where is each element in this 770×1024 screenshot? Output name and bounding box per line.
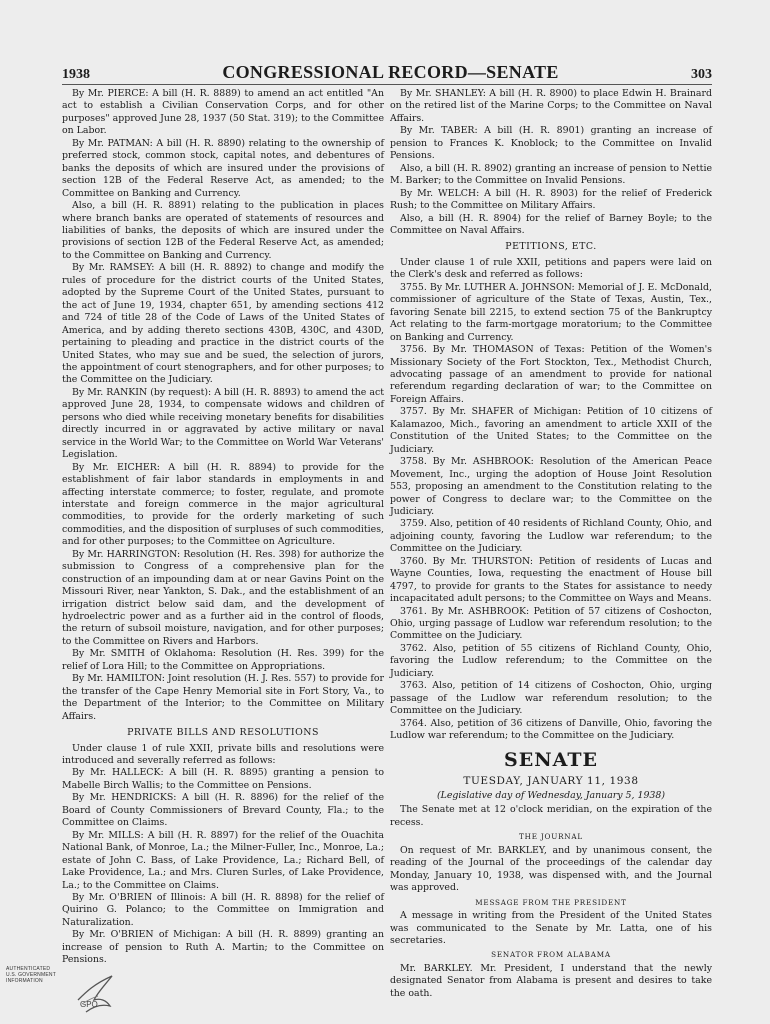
bill-entry: By Mr. RAMSEY: A bill (H. R. 8892) to change and modify the rules of procedure for the district courts of the United States, adopted by the Supreme Court of the United States, pursuant to the act of June 19, 1934, chapter 651, by amending sections 412 and 724 of title 28 of the Code of Laws of the United States of America, and by adding thereto sections 430B, 430C, and 430D, pertaining to pleading and practice in the district courts of the United States, who may sue and be sued, the selection of jurors, the appointment of court stenographers, and for other purposes; to the Committee on the Judiciary. — [62, 262, 384, 386]
bill-entry: Also, a bill (H. R. 8902) granting an increase of pension to Nettie M. Barker; to the Committee on Invalid Pensions. — [390, 162, 712, 187]
page-header — [62, 62, 712, 82]
session-date: TUESDAY, JANUARY 11, 1938 — [463, 774, 639, 787]
bill-entry: By Mr. RANKIN (by request): A bill (H. R. 8893) to amend the act approved June 28, 1934, to compensate widows and children of persons who died while receiving monetary benefits for disabilities directly incurred in or aggravated by active military or naval service in the World War; to the Committee on World War Veterans' Legislation. — [62, 386, 384, 461]
header-page-number: 303 — [691, 67, 712, 82]
senate-heading: SENATE — [504, 748, 598, 771]
gpo-mark: GPO — [80, 1000, 98, 1009]
bill-entry: By Mr. HARRINGTON: Resolution (H. Res. 398) for authorize the submission to Congress of a comprehensive plan for the construction of an impounding dam at or near Gavins Point on the Missouri River, near Yankton, S. Dak., and the establishment of an irrigation district below said dam, and the development of hydroelectric power and as a further aid in the control of floods, the return of subsoil moisture, navigation, and for other purposes; to the Committee on Rivers and Harbors. — [62, 548, 384, 647]
intro-paragraph: Under clause 1 of rule XXII, private bills and resolutions were introduced and severally referred as follows: — [62, 742, 384, 767]
bill-entry: By Mr. HAMILTON: Joint resolution (H. J. Res. 557) to provide for the transfer of the Cape Henry Memorial site in Fort Story, Va., to the Department of the Interior; to the Committee on Military Affairs. — [62, 673, 384, 722]
petition-entry: 3763. Also, petition of 14 citizens of Coshocton, Ohio, urging passage of the Ludlow war referendum resolution; to the Committee on the Judiciary. — [390, 680, 712, 717]
session-paragraph: On request of Mr. BARKLEY, and by unanimous consent, the reading of the Journal of the proceedings of the calendar day Monday, January 10, 1938, was dispensed with, and the Journal was approved. — [390, 844, 712, 894]
petition-entry: 3764. Also, petition of 36 citizens of Danville, Ohio, favoring the Ludlow war referendum; to the Committee on the Judiciary. — [390, 717, 712, 742]
legislative-day: (Legislative day of Wednesday, January 5, 1938) — [436, 790, 665, 802]
bill-entry: By Mr. EICHER: A bill (H. R. 8894) to provide for the establishment of fair labor standards in employments in and affecting interstate commerce; to foster, regulate, and promote interstate and foreign commerce in the major agricultural commodities, to provide for the orderly marketing of such commodities, and the disposition of surpluses of such commodities, and for other purposes; to the Committee on Agriculture. — [62, 461, 384, 548]
petition-entry: 3755. By Mr. LUTHER A. JOHNSON: Memorial of J. E. McDonald, commissioner of agriculture of the State of Texas, Austin, Tex., favoring Senate bill 2215, to extend section 75 of the Bankruptcy Act relating to the farm-mortgage moratorium; to the Committee on Banking and Currency. — [390, 281, 712, 343]
petition-entry: 3758. By Mr. ASHBROOK: Resolution of the American Peace Movement, Inc., urging the adoption of House Joint Resolution 553, proposing an amendment to the Constitution relating to the power of Congress to declare war; to the Committee on the Judiciary. — [390, 456, 712, 517]
petition-entry: 3760. By Mr. THURSTON: Petition of residents of Lucas and Wayne Counties, Iowa, requesting the enactment of House bill 4797, to provide for grants to the States for assistance to needy incapacitated adult persons; to the Committee on Ways and Means. — [390, 555, 712, 605]
right-column — [390, 88, 712, 1000]
seal-line: U.S. GOVERNMENT — [6, 972, 56, 978]
private-bills-heading: PRIVATE BILLS AND RESOLUTIONS — [127, 727, 319, 739]
petition-entry: 3759. Also, petition of 40 residents of Richland County, Ohio, and adjoining county, favoring the Ludlow war referendum; to the Committee on the Judiciary. — [390, 518, 712, 555]
header-rule — [62, 84, 712, 85]
session-paragraph: The Senate met at 12 o'clock meridian, on the expiration of the recess. — [390, 804, 712, 828]
bill-entry: By Mr. HENDRICKS: A bill (H. R. 8896) for the relief of the Board of County Commissioners of Brevard County, Fla.; to the Committee on Claims. — [62, 792, 384, 829]
gpo-authentication-seal — [6, 966, 106, 1018]
left-column — [62, 88, 384, 967]
bill-entry: By Mr. O'BRIEN of Michigan: A bill (H. R. 8899) granting an increase of pension to Ruth A. Martin; to the Committee on Pensions. — [62, 929, 384, 966]
bill-entry: Also, a bill (H. R. 8904) for the relief of Barney Boyle; to the Committee on Naval Affairs. — [390, 212, 712, 236]
bill-entry: By Mr. TABER: A bill (H. R. 8901) granting an increase of pension to Frances K. Knoblock; to the Committee on Invalid Pensions. — [390, 125, 712, 162]
bill-entry: Also, a bill (H. R. 8891) relating to the publication in places where branch banks are operated of statements of resources and liabilities of banks, the deposits of which are insured under the provisions of section 12B of the Federal Reserve Act, as amended; to the Committee on Banking and Currency. — [62, 200, 384, 261]
bill-entry: By Mr. PATMAN: A bill (H. R. 8890) relating to the ownership of preferred stock, common stock, capital notes, and debentures of banks the deposits of which are insured under the provisions of section 12B of the Federal Reserve Act, as amended; to the Committee on Banking and Currency. — [62, 137, 384, 199]
bill-entry: By Mr. HALLECK: A bill (H. R. 8895) granting a pension to Mabelle Birch Wallis; to the Committee on Pensions. — [62, 767, 384, 791]
bill-entry: By Mr. O'BRIEN of Illinois: A bill (H. R. 8898) for the relief of Quirino G. Polanco; to the Committee on Immigration and Naturalization. — [62, 892, 384, 928]
seal-line: AUTHENTICATED — [6, 966, 51, 972]
header-year: 1938 — [62, 67, 90, 82]
bill-entry: By Mr. SMITH of Oklahoma: Resolution (H. Res. 399) for the relief of Lora Hill; to the Committee on Appropriations. — [62, 648, 384, 672]
petition-entry: 3762. Also, petition of 55 citizens of Richland County, Ohio, favoring the Ludlow referendum; to the Committee on the Judiciary. — [390, 642, 712, 679]
petition-entry: 3756. By Mr. THOMASON of Texas: Petition of the Women's Missionary Society of the Fort Stockton, Tex., Methodist Church, advocating passage of an amendment to provide for national referendum regarding declaration of war; to the Committee on Foreign Affairs. — [390, 344, 712, 405]
header-title: CONGRESSIONAL RECORD—SENATE — [222, 62, 559, 82]
message-heading: MESSAGE FROM THE PRESIDENT — [475, 897, 627, 907]
eagle-icon — [72, 970, 118, 1016]
bill-entry: By Mr. SHANLEY: A bill (H. R. 8900) to place Edwin H. Brainard on the retired list of the Marine Corps; to the Committee on Naval Affairs. — [390, 88, 712, 124]
session-paragraph: A message in writing from the President of the United States was communicated to the Senate by Mr. Latta, one of his secretaries. — [390, 910, 712, 946]
session-paragraph: Mr. BARKLEY. Mr. President, I understand that the newly designated Senator from Alabama is present and desires to take the oath. — [390, 962, 712, 999]
petition-entry: 3761. By Mr. ASHBROOK: Petition of 57 citizens of Coshocton, Ohio, urging passage of Ludlow war referendum resolution; to the Committee on the Judiciary. — [390, 605, 712, 642]
bill-entry: By Mr. WELCH: A bill (H. R. 8903) for the relief of Frederick Rush; to the Committee on Military Affairs. — [390, 187, 712, 212]
bill-entry: By Mr. PIERCE: A bill (H. R. 8889) to amend an act entitled "An act to establish a Civilian Conservation Corps, and for other purposes" approved June 28, 1937 (50 Stat. 319); to the Committee on Labor. — [62, 88, 384, 137]
seal-line: INFORMATION — [6, 978, 43, 984]
journal-heading: THE JOURNAL — [519, 832, 583, 842]
senator-heading: SENATOR FROM ALABAMA — [491, 950, 611, 960]
intro-paragraph: Under clause 1 of rule XXII, petitions and papers were laid on the Clerk's desk and referred as follows: — [390, 256, 712, 281]
petitions-heading: PETITIONS, ETC. — [505, 241, 597, 253]
petition-entry: 3757. By Mr. SHAFER of Michigan: Petition of 10 citizens of Kalamazoo, Mich., favoring an amendment to article XXII of the Constitution of the United States; to the Committee on the Judiciary. — [390, 406, 712, 455]
bill-entry: By Mr. MILLS: A bill (H. R. 8897) for the relief of the Ouachita National Bank, of Monroe, La.; the Milner-Fuller, Inc., Monroe, La.; estate of John C. Bass, of Lake Providence, La.; Richard Bell, of Lake Providence, La.; and Mrs. Cluren Surles, of Lake Providence, La.; to the Committee on Claims. — [62, 829, 384, 891]
